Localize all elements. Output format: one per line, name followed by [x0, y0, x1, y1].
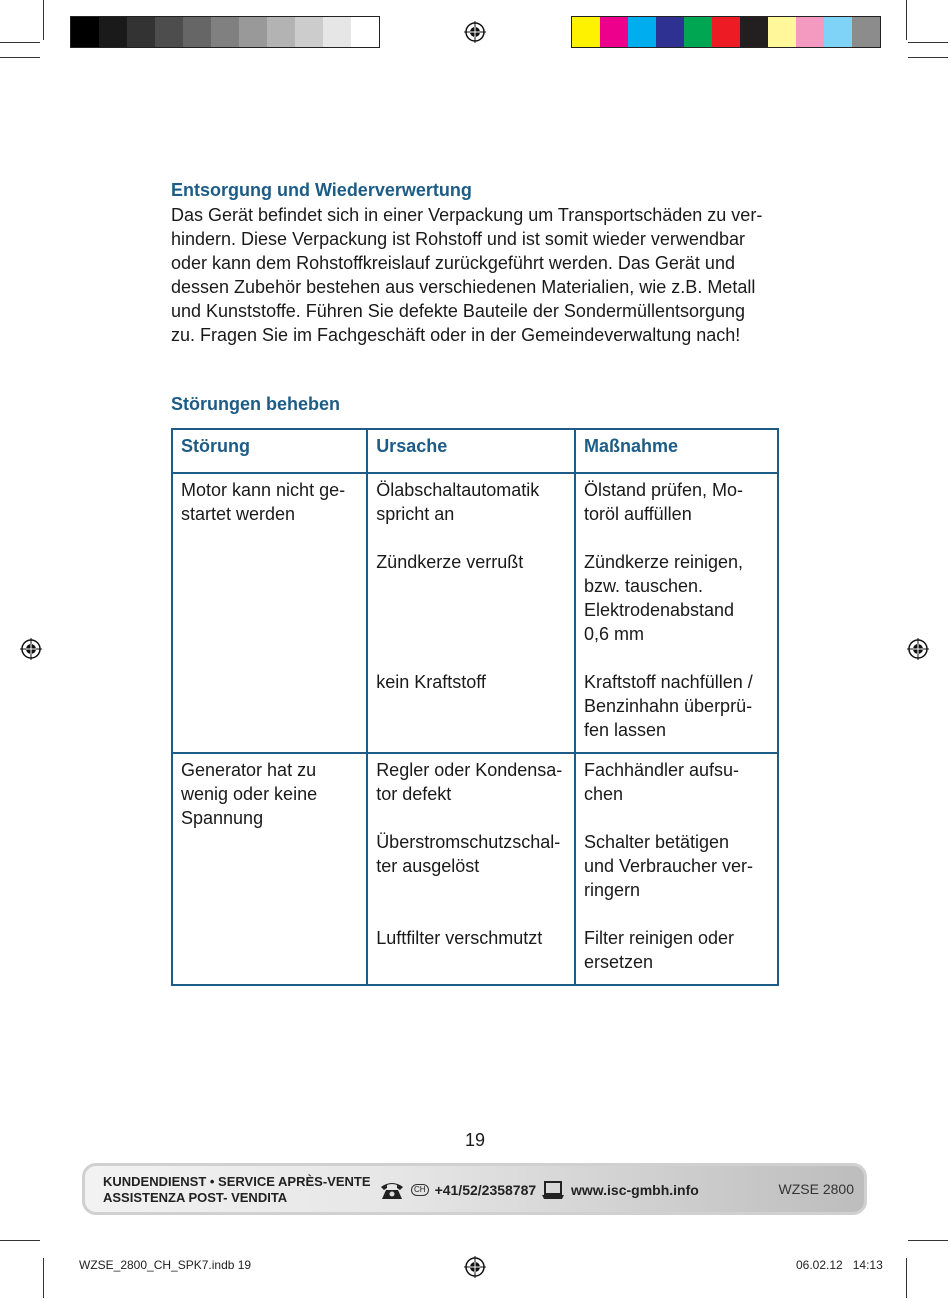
table-row — [172, 473, 778, 753]
cell-gap — [584, 902, 769, 926]
color-swatch — [628, 17, 656, 47]
color-swatch — [183, 17, 211, 47]
laptop-icon — [541, 1180, 565, 1200]
color-swatch — [796, 17, 824, 47]
cell-line: Motor kann nicht ge- — [181, 480, 346, 500]
cell-gap — [376, 806, 566, 830]
print-time: 14:13 — [852, 1258, 883, 1272]
color-swatch — [239, 17, 267, 47]
measure-group — [584, 830, 769, 902]
paragraph-line: hindern. Diese Verpackung ist Rohstoff und ist somit wieder verwendbar — [171, 229, 745, 249]
crop-mark — [0, 57, 40, 58]
cell-line: Ölabschaltautomatik — [376, 480, 540, 500]
cell-gap — [584, 806, 769, 830]
cell-line: Benzinhahn überprü- — [583, 696, 753, 716]
cell-line: startet werden — [181, 504, 296, 524]
color-swatch — [768, 17, 796, 47]
cell-gap — [376, 646, 566, 670]
cell-line: Überstromschutzschal- — [376, 832, 561, 852]
cause-group — [376, 550, 566, 646]
cell-spacer — [376, 950, 566, 974]
cell-line: fen lassen — [583, 720, 667, 740]
table-header-row — [172, 429, 778, 473]
problem-cell — [172, 753, 367, 985]
service-phone — [379, 1180, 536, 1200]
cause-cell — [367, 473, 575, 753]
color-swatch — [323, 17, 351, 47]
grayscale-color-bar — [70, 16, 380, 48]
troubleshooting-table — [171, 428, 779, 986]
cell-line: spricht an — [376, 504, 455, 524]
print-date: 06.02.12 — [796, 1258, 843, 1272]
cause-group — [376, 670, 566, 742]
color-swatch — [211, 17, 239, 47]
header-problem: Störung — [172, 429, 367, 473]
cell-line: toröl auffüllen — [583, 504, 692, 524]
color-swatch — [351, 17, 379, 47]
service-line: KUNDENDIENST • SERVICE APRÈS-VENTE — [103, 1174, 371, 1189]
crop-mark — [906, 1258, 907, 1298]
crop-mark — [0, 42, 40, 43]
color-swatch — [600, 17, 628, 47]
header-cause: Ursache — [367, 429, 575, 473]
color-swatch — [712, 17, 740, 47]
cell-line: kein Kraftstoff — [376, 672, 486, 692]
website-url[interactable]: www.isc-gmbh.info — [571, 1182, 699, 1198]
paragraph-line: Das Gerät befindet sich in einer Verpackung um Transportschäden zu ver- — [171, 205, 763, 225]
color-swatch — [295, 17, 323, 47]
cell-line: Regler oder Kondensa- — [376, 760, 563, 780]
cause-group — [376, 478, 566, 526]
paragraph-line: dessen Zubehör bestehen aus verschiedenen Materialien, wie z.B. Metall — [171, 277, 756, 297]
cell-spacer — [376, 622, 566, 646]
cause-group — [376, 926, 566, 974]
service-footer — [82, 1163, 867, 1215]
crop-mark — [908, 1240, 948, 1241]
service-website — [541, 1180, 699, 1200]
registration-mark-icon — [907, 638, 929, 660]
color-swatch — [267, 17, 295, 47]
cell-line: Generator hat zu — [181, 760, 317, 780]
crop-mark — [908, 42, 948, 43]
crop-mark — [0, 1240, 40, 1241]
cell-spacer — [376, 878, 566, 902]
registration-mark-icon — [464, 21, 486, 43]
measure-group — [584, 926, 769, 974]
color-swatch — [71, 17, 99, 47]
crop-mark — [908, 57, 948, 58]
color-swatch — [852, 17, 880, 47]
cell-line: Fachhändler aufsu- — [583, 760, 740, 780]
cell-line: ringern — [583, 880, 640, 900]
problem-cell — [172, 473, 367, 753]
cell-gap — [376, 526, 566, 550]
measure-cell — [575, 473, 778, 753]
print-timestamp — [796, 1258, 883, 1272]
phone-number: +41/52/2358787 — [434, 1182, 537, 1198]
service-line: ASSISTENZA POST- VENDITA — [103, 1190, 288, 1205]
registration-mark-icon — [464, 1256, 486, 1278]
cell-line: Schalter betätigen — [583, 832, 730, 852]
color-swatch — [656, 17, 684, 47]
color-swatch — [684, 17, 712, 47]
telephone-icon — [379, 1180, 405, 1200]
cell-spacer — [376, 574, 566, 598]
cell-line: Elektrodenabstand — [583, 600, 735, 620]
cause-cell — [367, 753, 575, 985]
cause-group — [376, 758, 566, 806]
crop-mark — [43, 0, 44, 40]
measure-cell — [575, 753, 778, 985]
paragraph-line: und Kunststoffe. Führen Sie defekte Bauteile der Sondermüllentsorgung — [171, 301, 746, 321]
cell-gap — [584, 526, 769, 550]
model-label: WZSE 2800 — [778, 1181, 854, 1197]
cell-line: chen — [583, 784, 623, 804]
color-swatch — [155, 17, 183, 47]
measure-group — [584, 758, 769, 806]
page-number: 19 — [464, 1130, 486, 1150]
cell-line: Kraftstoff nachfüllen / — [583, 672, 753, 692]
disposal-paragraph — [171, 203, 781, 347]
cell-spacer — [376, 718, 566, 742]
service-label — [103, 1174, 370, 1206]
cell-line: und Verbraucher ver- — [583, 856, 754, 876]
cell-line: Filter reinigen oder — [583, 928, 735, 948]
measure-group — [584, 478, 769, 526]
cell-line: ersetzen — [583, 952, 653, 972]
cell-line: Luftfilter verschmutzt — [376, 928, 543, 948]
cell-line: Spannung — [181, 808, 264, 828]
registration-mark-icon — [20, 638, 42, 660]
cell-line: Zündkerze verrußt — [376, 552, 524, 572]
paragraph-line: zu. Fragen Sie im Fachgeschäft oder in der Gemeindeverwaltung nach! — [171, 325, 741, 345]
header-measure: Maßnahme — [575, 429, 778, 473]
cell-line: ter ausgelöst — [376, 856, 480, 876]
color-swatch — [824, 17, 852, 47]
crop-mark — [906, 0, 907, 40]
cell-gap — [584, 646, 769, 670]
paragraph-line: oder kann dem Rohstoffkreislauf zurückgeführt werden. Das Gerät und — [171, 253, 735, 273]
color-swatch — [740, 17, 768, 47]
cell-gap — [376, 902, 566, 926]
file-slug: WZSE_2800_CH_SPK7.indb 19 — [79, 1258, 252, 1272]
table-row — [172, 753, 778, 985]
measure-group — [584, 550, 769, 646]
color-swatch — [127, 17, 155, 47]
cell-line: Ölstand prüfen, Mo- — [583, 480, 744, 500]
cell-spacer — [376, 694, 566, 718]
cell-line: 0,6 mm — [583, 624, 644, 644]
country-badge: CH — [411, 1184, 429, 1196]
color-swatch — [99, 17, 127, 47]
measure-group — [584, 670, 769, 742]
cell-line: Zündkerze reinigen, — [583, 552, 744, 572]
cell-line: tor defekt — [376, 784, 452, 804]
color-swatch — [572, 17, 600, 47]
troubleshooting-heading: Störungen beheben — [171, 394, 341, 414]
crop-mark — [43, 1258, 44, 1298]
cause-group — [376, 830, 566, 902]
disposal-heading: Entsorgung und Wiederverwertung — [171, 180, 472, 200]
process-color-bar — [571, 16, 881, 48]
cell-line: bzw. tauschen. — [583, 576, 704, 596]
cell-line: wenig oder keine — [181, 784, 318, 804]
cell-spacer — [376, 598, 566, 622]
